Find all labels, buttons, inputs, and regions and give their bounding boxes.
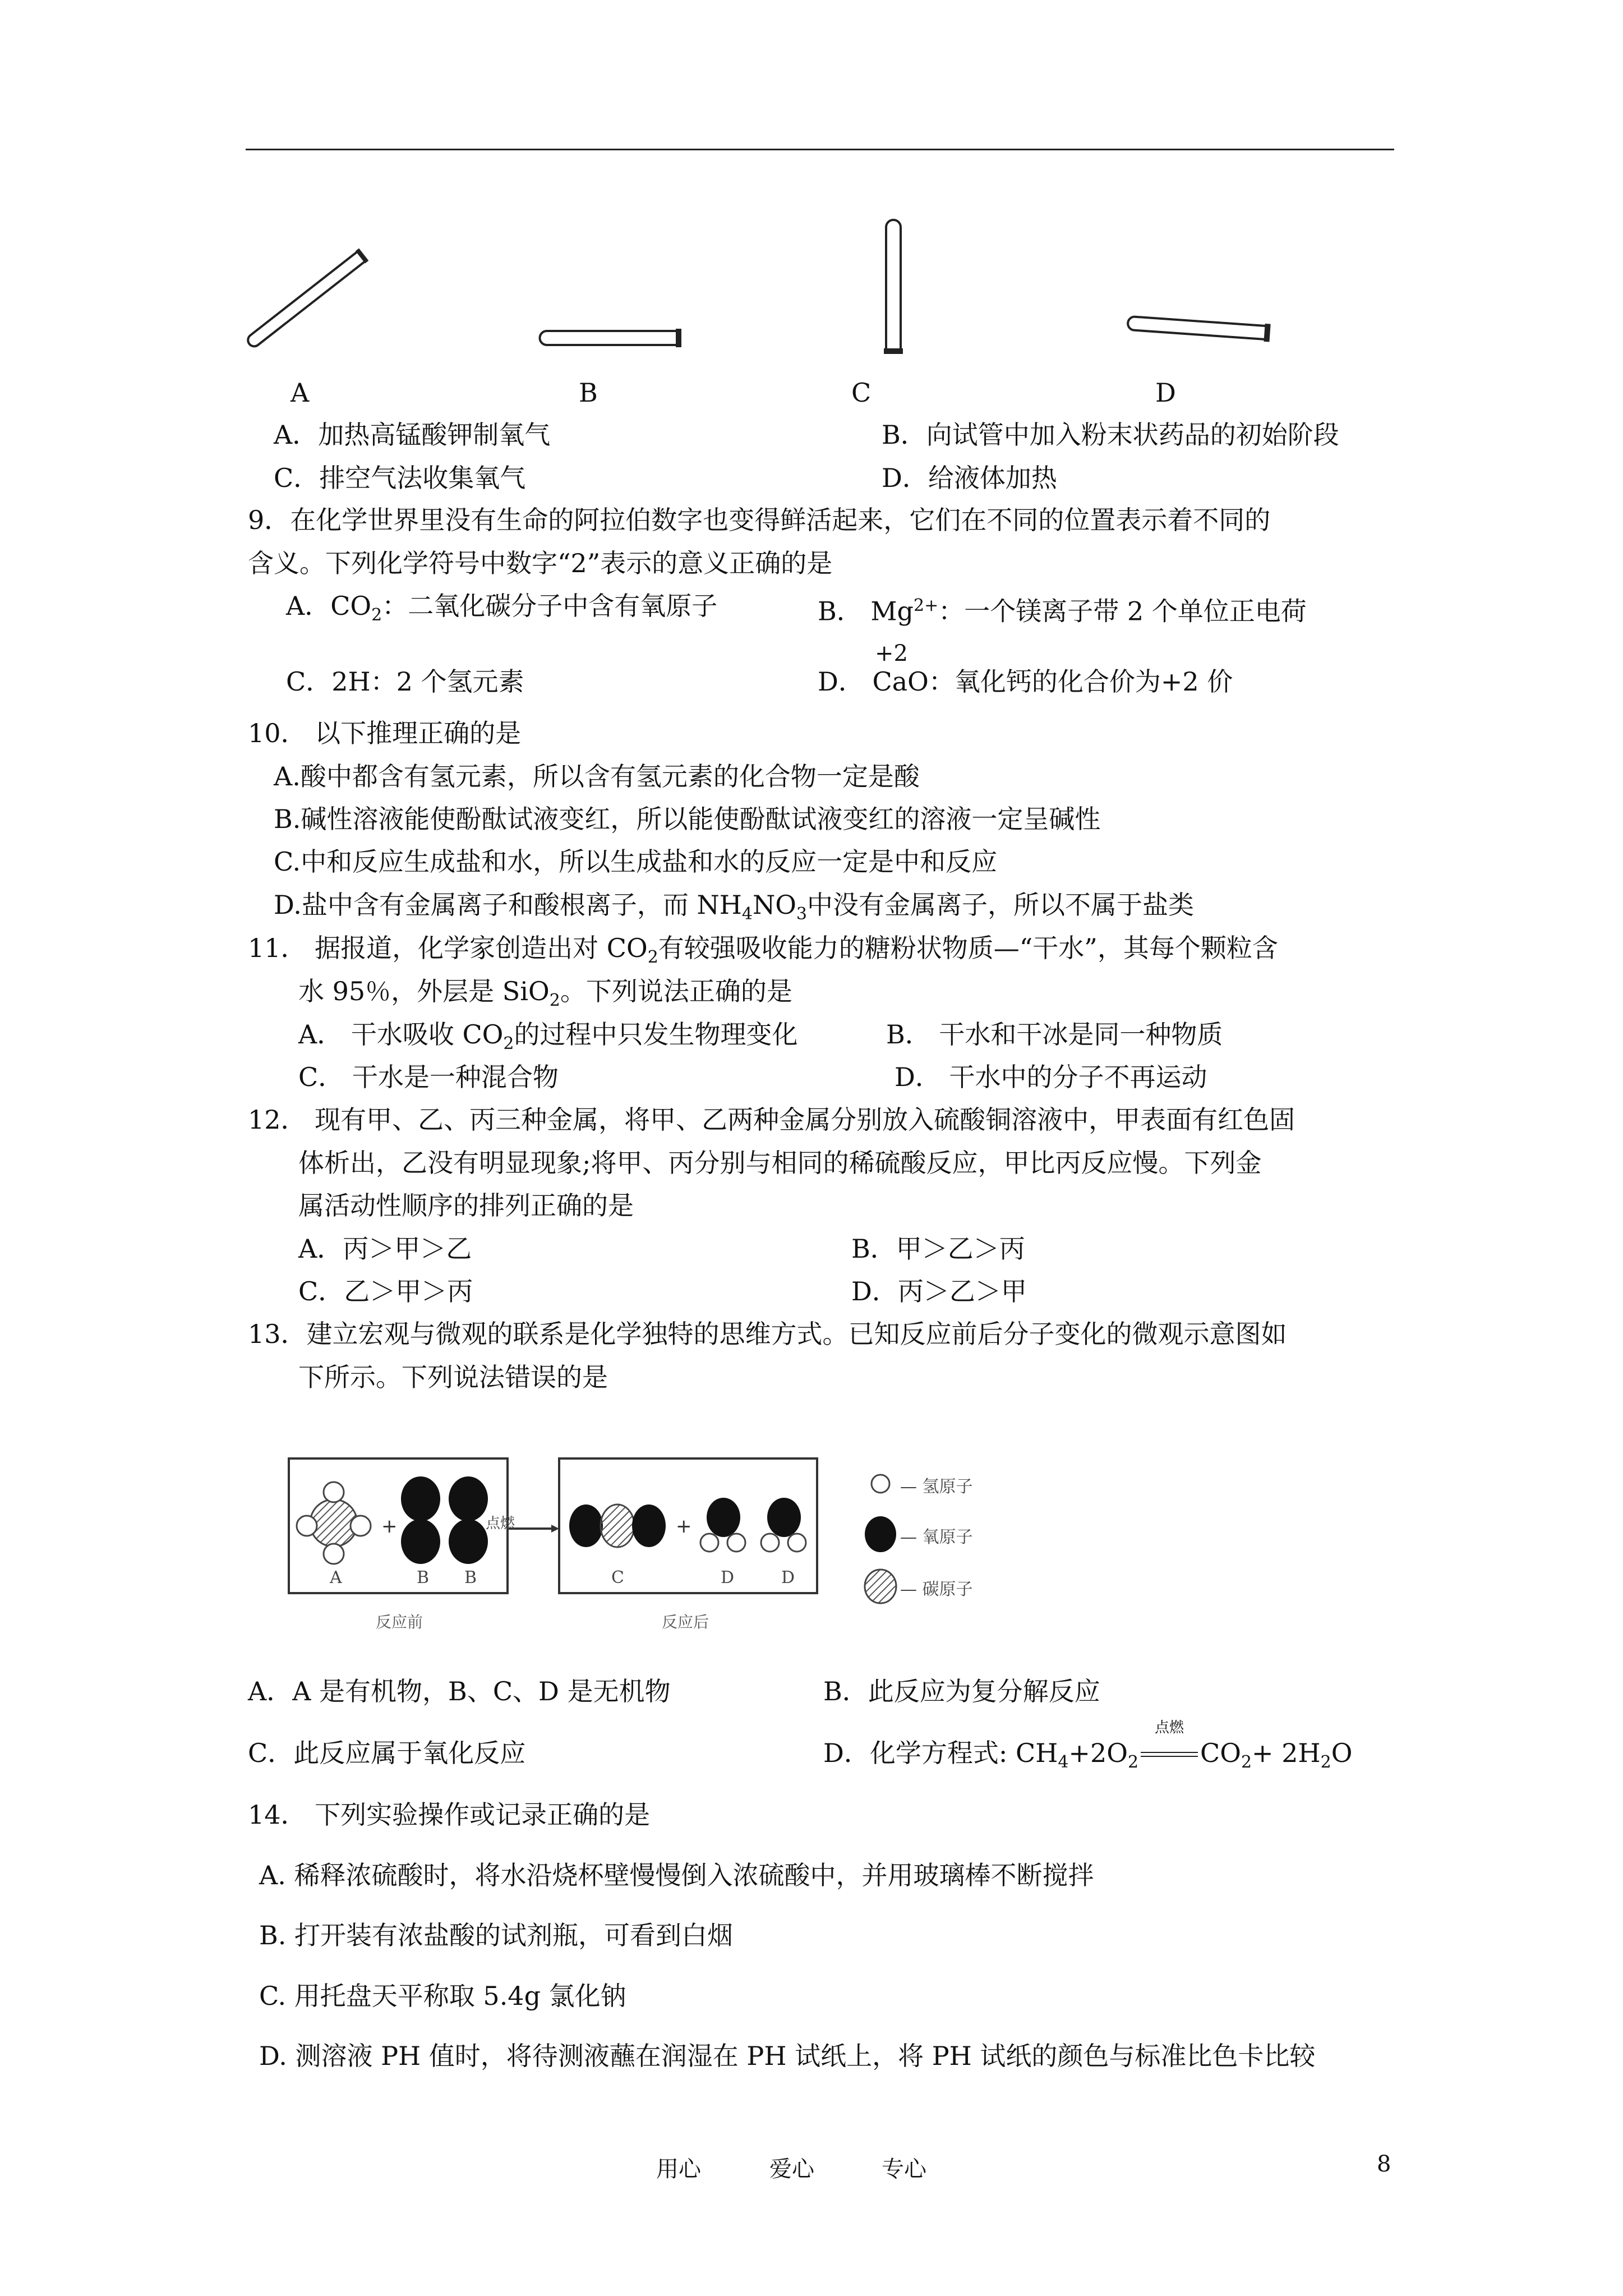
q11-option-a: A． 干水吸收 $CO_2$的过程中只发生物理变化 <box>298 1019 798 1054</box>
arrow-condition-label: 点燃 <box>486 1515 515 1532</box>
q8-option-c: C．排空气法收集氧气 <box>274 463 526 493</box>
tube-label-d: D <box>1155 378 1176 408</box>
q14-option-a: A. 稀释浓硫酸时，将水沿烧杯壁慢慢倒入浓硫酸中，并用玻璃棒不断搅拌 <box>259 1860 1094 1890</box>
q11-option-c: C． 干水是一种混合物 <box>298 1062 559 1092</box>
q11-stem-line1: 11． 据报道，化学家创造出对 $CO_2$有较强吸收能力的糖粉状物质—“干水”，其每个颗粒含 <box>248 933 1278 968</box>
tube-label-a: A <box>291 378 310 408</box>
q10-option-a: A.酸中都含有氢元素，所以含有氢元素的化合物一定是酸 <box>274 761 920 792</box>
q12-option-b: B．甲＞乙＞丙 <box>851 1234 1025 1264</box>
legend-oxygen: — 氧原子 <box>900 1527 973 1547</box>
footer-slogan-3: 专心 <box>882 2156 926 2182</box>
q9-option-d-valence: +2 <box>875 641 908 666</box>
caption-before: 反应前 <box>376 1613 423 1631</box>
q14-option-b: B. 打开装有浓盐酸的试剂瓶，可看到白烟 <box>259 1920 734 1950</box>
diagram-label-d1: D <box>721 1568 735 1588</box>
q10-option-c: C.中和反应生成盐和水，所以生成盐和水的反应一定是中和反应 <box>274 846 998 877</box>
q14-option-d: D. 测溶液 PH 值时，将待测液蘸在润湿在 PH 试纸上，将 PH 试纸的颜色与标准比色卡比较 <box>259 2041 1316 2071</box>
footer-slogan-2: 爱心 <box>769 2156 814 2182</box>
q12-option-c: C．乙＞甲＞丙 <box>298 1276 473 1306</box>
q9-stem-line2: 含义。下列化学符号中数字“2”表示的意义正确的是 <box>248 548 833 578</box>
svg-text:+: + <box>381 1515 398 1538</box>
svg-text:+: + <box>676 1515 692 1538</box>
q8-option-a: A．加热高锰酸钾制氧气 <box>274 420 551 450</box>
q12-stem-line2: 体析出，乙没有明显现象;将甲、丙分别与相同的稀硫酸反应，甲比丙反应慢。下列金 <box>298 1148 1262 1178</box>
q12-stem-line3: 属活动性顺序的排列正确的是 <box>298 1190 634 1221</box>
q9-option-b: B． $Mg^{2+}$：一个镁离子带 2 个单位正电荷 <box>818 596 1307 627</box>
page-number: 8 <box>1377 2151 1391 2177</box>
caption-after: 反应后 <box>662 1613 709 1631</box>
q13-option-d: D．化学方程式: $CH_4+2O_2$ 点燃 $CO_2+ 2H_2O$ <box>823 1719 1353 1773</box>
test-tube-b-figure <box>536 325 687 353</box>
tube-label-c: C <box>851 378 872 408</box>
q11-option-b: B． 干水和干冰是同一种物质 <box>886 1019 1223 1050</box>
tube-label-b: B <box>579 378 598 408</box>
diagram-label-d2: D <box>781 1568 795 1588</box>
q13-option-c: C．此反应属于氧化反应 <box>248 1738 526 1768</box>
q11-option-d: D． 干水中的分子不再运动 <box>895 1062 1207 1092</box>
q9-stem-line1: 9．在化学世界里没有生命的阿拉伯数字也变得鲜活起来，它们在不同的位置表示着不同的 <box>248 505 1271 535</box>
q9-option-d: D． CaO：氧化钙的化合价为+2 价 <box>818 666 1233 697</box>
q10-option-d: D.盐中含有金属离子和酸根离子，而 $NH_4NO_3$中没有金属离子，所以不属于盐类 <box>274 890 1195 924</box>
q12-option-d: D．丙＞乙＞甲 <box>851 1276 1027 1306</box>
q13-stem-line2: 下所示。下列说法错误的是 <box>298 1362 608 1392</box>
q13-option-a: A．A 是有机物，B、C、D 是无机物 <box>248 1676 671 1706</box>
header-rule <box>246 149 1394 150</box>
q9-option-c: C．2H：2 个氢元素 <box>286 666 524 697</box>
q11-stem-line2: 水 95％，外层是 SiO$_2$。下列说法正确的是 <box>298 976 792 1011</box>
q12-stem-line1: 12． 现有甲、乙、丙三种金属，将甲、乙两种金属分别放入硫酸铜溶液中，甲表面有红色固 <box>248 1105 1295 1135</box>
q13-stem-line1: 13．建立宏观与微观的联系是化学独特的思维方式。已知反应前后分子变化的微观示意图如 <box>248 1319 1287 1349</box>
test-tube-d-figure <box>1122 309 1273 353</box>
test-tube-a-figure <box>241 255 376 356</box>
q9-option-a: A．$CO_2$：二氧化碳分子中含有氧原子 <box>286 591 718 625</box>
q10-stem: 10． 以下推理正确的是 <box>248 718 522 748</box>
q8-option-d: D．给液体加热 <box>882 463 1057 493</box>
footer-slogan-1: 用心 <box>656 2156 701 2182</box>
q8-option-b: B．向试管中加入粉末状药品的初始阶段 <box>882 420 1339 450</box>
q10-option-b: B.碱性溶液能使酚酞试液变红，所以能使酚酞试液变红的溶液一定呈碱性 <box>274 804 1101 834</box>
diagram-label-b2: B <box>464 1568 477 1588</box>
q13-option-b: B．此反应为复分解反应 <box>823 1676 1100 1706</box>
legend-carbon: — 碳原子 <box>900 1580 973 1599</box>
q12-option-a: A．丙＞甲＞乙 <box>298 1234 472 1264</box>
diagram-label-c: C <box>611 1568 624 1588</box>
legend-hydrogen: — 氢原子 <box>900 1477 973 1497</box>
test-tube-c-figure <box>880 216 909 356</box>
q14-stem: 14． 下列实验操作或记录正确的是 <box>248 1800 651 1830</box>
q14-option-c: C. 用托盘天平称取 5.4g 氯化钠 <box>259 1981 626 2011</box>
diagram-label-a: A <box>330 1568 342 1588</box>
diagram-label-b1: B <box>417 1568 430 1588</box>
